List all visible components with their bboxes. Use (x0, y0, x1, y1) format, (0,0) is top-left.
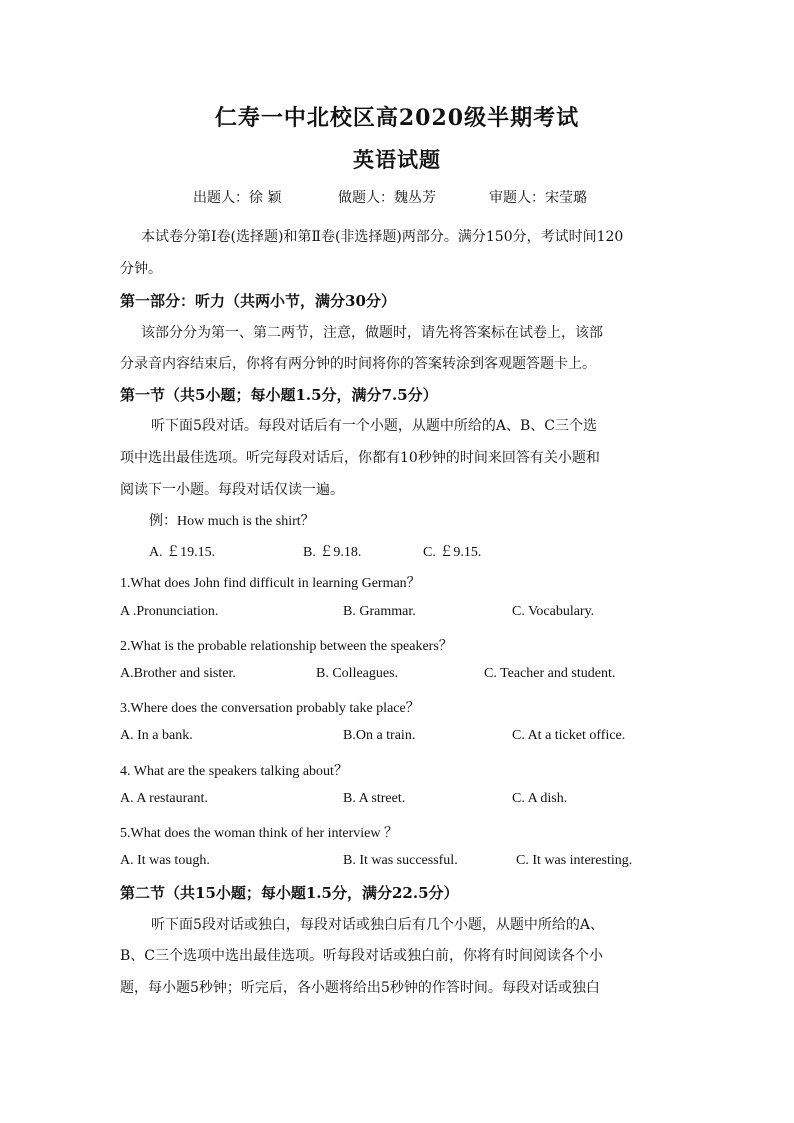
q4-option-c: C. A dish. (512, 791, 568, 806)
q3-option-a: A. In a bank. (120, 728, 193, 743)
section1-desc-3: 阅读下一小题。每段对话仅读一遍。 (120, 482, 344, 498)
q3-option-b: B.On a train. (343, 728, 416, 743)
q5-option-c: C. It was interesting. (516, 853, 633, 868)
example-option-a: A. ￡19.15. (149, 545, 216, 560)
q2-option-a: A.Brother and sister. (120, 666, 236, 681)
question-5: 5.What does the woman think of her interview ？ (120, 826, 398, 841)
question-2: 2.What is the probable relationship between the speakers？ (120, 639, 453, 654)
reviewer-credit: 审题人：宋莹璐 (489, 190, 587, 206)
part1-heading: 第一部分：听力（共两小节，满分30分） (120, 292, 396, 310)
question-3: 3.Where does the conversation probably take place？ (120, 701, 420, 716)
section1-heading: 第一节（共5小题；每小题1.5分，满分7.5分） (120, 386, 438, 404)
maker-credit: 做题人：魏丛芳 (338, 190, 436, 206)
example-option-b: B. ￡9.18. (303, 545, 362, 560)
q5-option-a: A. It was tough. (120, 853, 210, 868)
example-question: 例：How much is the shirt？ (149, 514, 315, 529)
part1-desc-1: 该部分分为第一、第二两节，注意，做题时，请先将答案标在试卷上，该部 (141, 325, 603, 341)
q1-option-c: C. Vocabulary. (512, 604, 595, 619)
section2-desc-1: 听下面5段对话或独白，每段对话或独白后有几个小题，从题中所给的A、 (151, 917, 605, 933)
setter-credit: 出题人：徐 颖 (193, 190, 282, 206)
q3-option-c: C. At a ticket office. (512, 728, 626, 743)
intro-line-2: 分钟。 (120, 261, 162, 277)
question-4: 4. What are the speakers talking about？ (120, 764, 348, 779)
section2-desc-2: B、C三个选项中选出最佳选项。听每段对话或独白前，你将有时间阅读各个小 (120, 948, 603, 964)
part1-desc-2: 分录音内容结束后，你将有两分钟的时间将你的答案转涂到客观题答题卡上。 (120, 356, 596, 372)
question-1: 1.What does John find difficult in learning German？ (120, 576, 421, 591)
section1-desc-1: 听下面5段对话。每段对话后有一个小题，从题中所给的A、B、C三个选 (151, 418, 598, 434)
section2-heading: 第二节（共15小题；每小题1.5分，满分22.5分） (120, 884, 459, 902)
q1-option-a: A .Pronunciation. (120, 604, 219, 619)
q1-option-b: B. Grammar. (343, 604, 416, 619)
intro-line-1: 本试卷分第Ⅰ卷(选择题)和第Ⅱ卷(非选择题)两部分。满分150分，考试时间120 (141, 229, 624, 245)
q5-option-b: B. It was successful. (343, 853, 458, 868)
exam-title: 仁寿一中北校区高2020级半期考试 (214, 105, 580, 131)
section2-desc-3: 题，每小题5秒钟；听完后，各小题将给出5秒钟的作答时间。每段对话或独白 (120, 980, 600, 996)
example-option-c: C. ￡9.15. (423, 545, 482, 560)
q2-option-c: C. Teacher and student. (484, 666, 616, 681)
q4-option-a: A. A restaurant. (120, 791, 208, 806)
q4-option-b: B. A street. (343, 791, 406, 806)
exam-subtitle: 英语试题 (353, 147, 441, 172)
q2-option-b: B. Colleagues. (316, 666, 399, 681)
section1-desc-2: 项中选出最佳选项。听完每段对话后，你都有10秒钟的时间来回答有关小题和 (120, 450, 600, 466)
